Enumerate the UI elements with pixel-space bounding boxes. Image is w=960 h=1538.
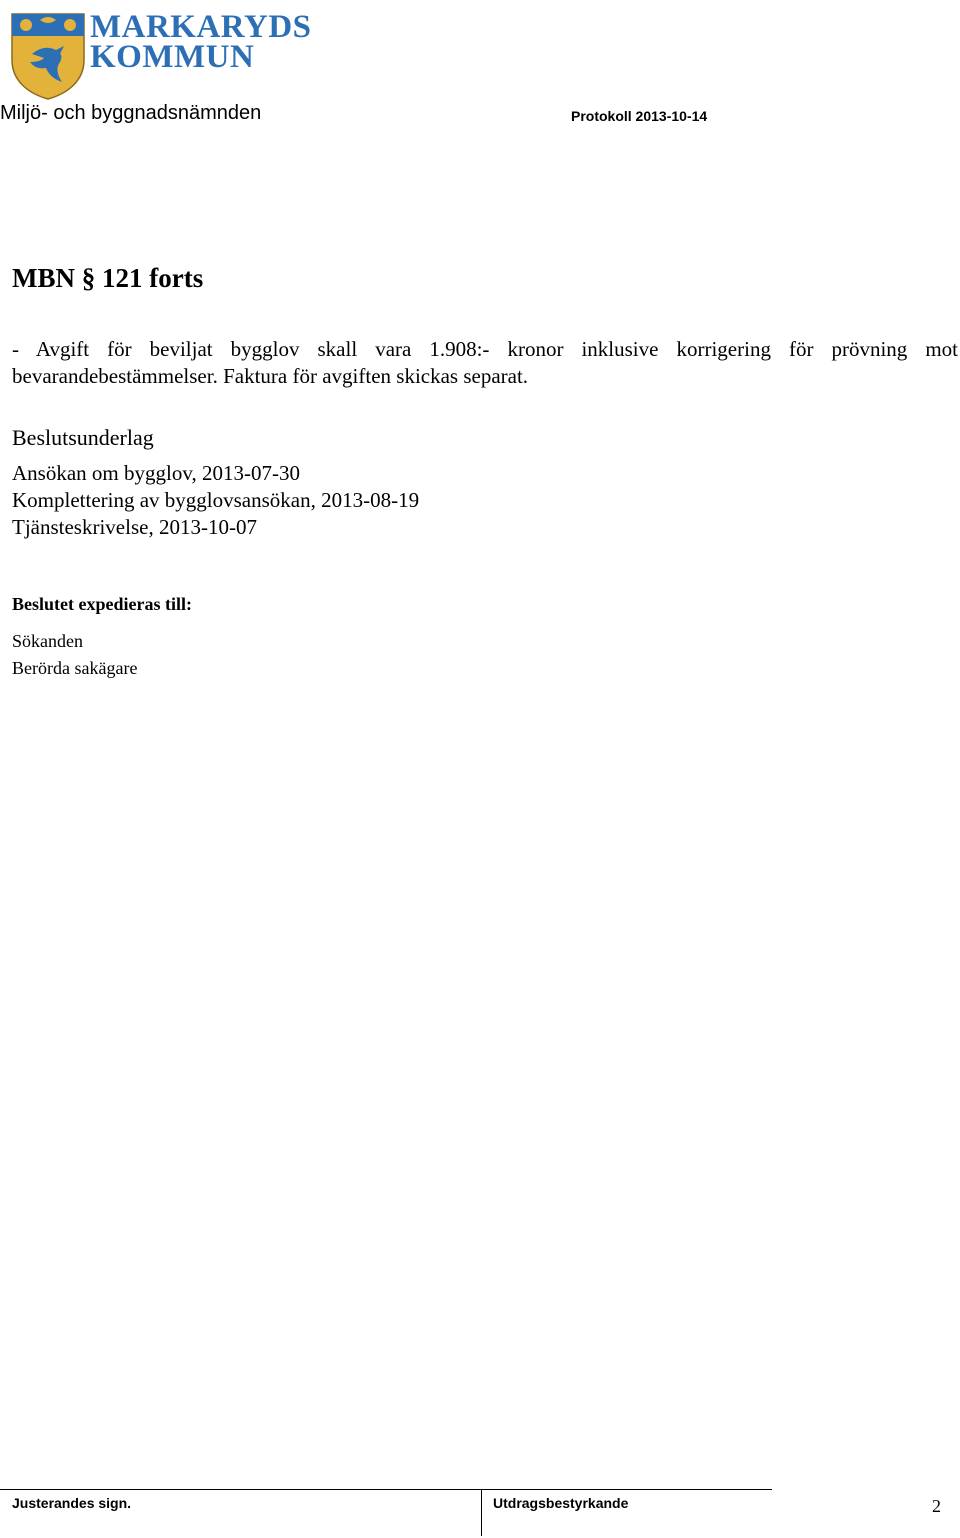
footer-rule [0, 1489, 772, 1490]
paragraph-line-2: bevarandebestämmelser. Faktura för avgiften skickas separat. [12, 364, 529, 388]
footer-utdrag-label: Utdragsbestyrkande [493, 1495, 629, 1511]
list-item: Berörda sakägare [12, 658, 138, 678]
expedieras-heading: Beslutet expedieras till: [12, 594, 192, 614]
page-number: 2 [932, 1496, 941, 1516]
list-item: Komplettering av bygglovsansökan, 2013-08-19 [12, 488, 420, 512]
expedieras-list [12, 628, 137, 682]
coat-of-arms-icon [10, 10, 86, 100]
beslutsunderlag-list [12, 460, 419, 541]
list-item: Sökanden [12, 631, 83, 651]
beslutsunderlag-heading: Beslutsunderlag [12, 425, 154, 450]
paragraph-line-1: - Avgift för beviljat bygglov skall vara 1.908:- kronor inklusive korrigering för prövning mot [12, 337, 958, 361]
list-item: Tjänsteskrivelse, 2013-10-07 [12, 515, 257, 539]
protocol-date: Protokoll 2013-10-14 [571, 108, 708, 124]
department-name: Miljö- och byggnadsnämnden [0, 102, 262, 124]
footer-divider [481, 1489, 482, 1536]
footer-signature-label: Justerandes sign. [12, 1495, 132, 1511]
section-title: MBN § 121 forts [12, 263, 204, 293]
logo-line-2: KOMMUN [90, 39, 255, 75]
decision-paragraph [12, 336, 958, 390]
list-item: Ansökan om bygglov, 2013-07-30 [12, 461, 300, 485]
logo-line-1: MARKARYDS [90, 9, 312, 45]
logo-wordmark [90, 9, 312, 75]
municipality-logo [10, 10, 310, 102]
